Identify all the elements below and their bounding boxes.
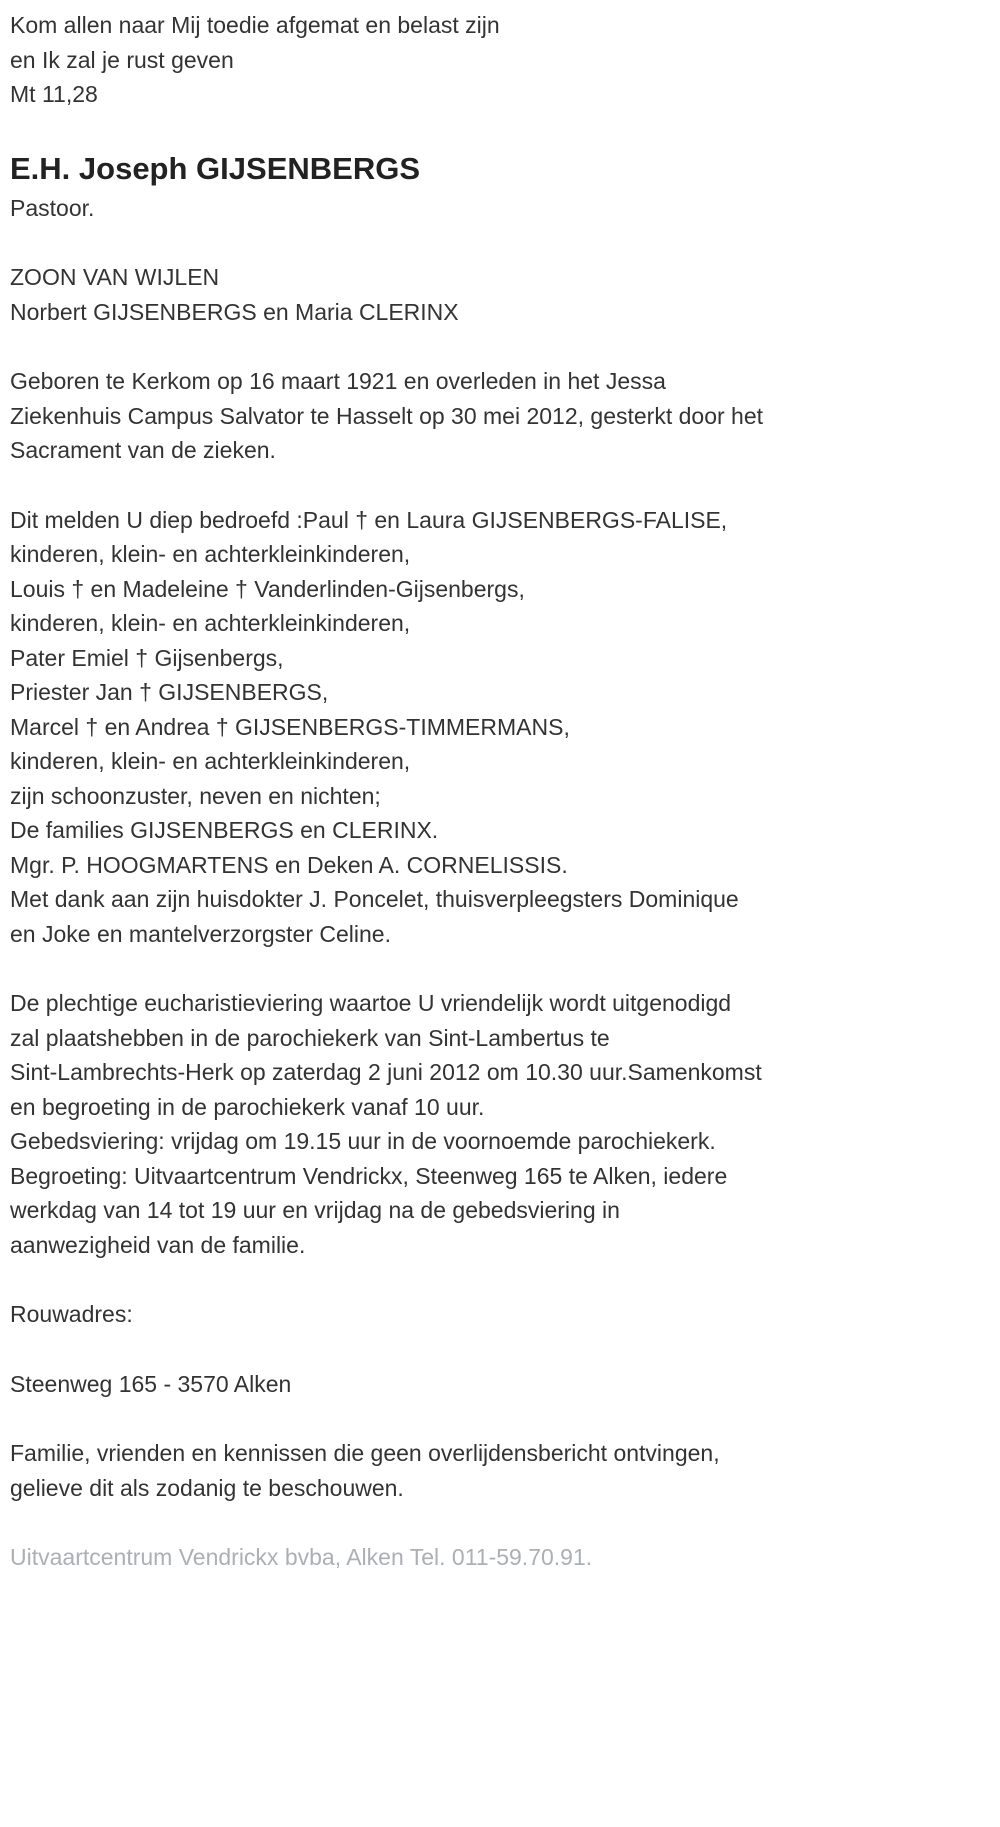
ceremony-line-6: Begroeting: Uitvaartcentrum Vendrickx, Steenweg 165 te Alken, iedere — [10, 1162, 728, 1189]
mourners-line-5: Pater Emiel † Gijsenbergs, — [10, 644, 284, 671]
lineage-line-1: ZOON VAN WIJLEN — [10, 264, 220, 290]
deceased-role: Pastoor. — [10, 194, 95, 221]
lineage — [10, 260, 988, 329]
lineage-line-2: Norbert GIJSENBERGS en Maria CLERINX — [10, 298, 459, 325]
ceremony-line-3: Sint-Lambrechts-Herk op zaterdag 2 juni 2012 om 10.30 uur.Samenkomst — [10, 1059, 762, 1085]
mourners-line-11: Mgr. P. HOOGMARTENS en Deken A. CORNELISSIS. — [10, 851, 568, 878]
address-value: Steenweg 165 - 3570 Alken — [10, 1370, 292, 1397]
address-label: Rouwadres: — [10, 1301, 133, 1327]
ceremony-details — [10, 986, 988, 1262]
notice-line-1: Familie, vrienden en kennissen die geen overlijdensbericht ontvingen, — [10, 1440, 720, 1466]
quote-line-1: Kom allen naar Mij toedie afgemat en belast zijn — [10, 12, 500, 38]
mourners-line-4: kinderen, klein- en achterkleinkinderen, — [10, 610, 411, 636]
mourners-line-7: Marcel † en Andrea † GIJSENBERGS-TIMMERMANS, — [10, 713, 570, 740]
birth-death-line-1: Geboren te Kerkom op 16 maart 1921 en overleden in het Jessa — [10, 368, 666, 394]
funeral-home-contact: Uitvaartcentrum Vendrickx bvba, Alken Tel. 011-59.70.91. — [10, 1544, 593, 1570]
deceased-header — [10, 147, 988, 226]
mourning-address — [10, 1367, 988, 1402]
birth-death-paragraph — [10, 364, 988, 468]
ceremony-line-4: en begroeting in de parochiekerk vanaf 10 uur. — [10, 1093, 485, 1120]
ceremony-line-2: zal plaatshebben in de parochiekerk van Sint-Lambertus te — [10, 1024, 610, 1051]
ceremony-line-7: werkdag van 14 tot 19 uur en vrijdag na de gebedsviering in — [10, 1197, 620, 1223]
mourners-line-9: zijn schoonzuster, neven en nichten; — [10, 782, 381, 809]
notice-line-2: gelieve dit als zodanig te beschouwen. — [10, 1474, 404, 1501]
ceremony-line-5: Gebedsviering: vrijdag om 19.15 uur in de voornoemde parochiekerk. — [10, 1128, 716, 1154]
mourners-line-10: De families GIJSENBERGS en CLERINX. — [10, 817, 439, 843]
mourners-line-8: kinderen, klein- en achterkleinkinderen, — [10, 748, 411, 774]
quote-line-2: en Ik zal je rust geven — [10, 46, 234, 73]
quote-reference: Mt 11,28 — [10, 81, 98, 107]
ceremony-line-8: aanwezigheid van de familie. — [10, 1231, 306, 1258]
mourners-line-3: Louis † en Madeleine † Vanderlinden-Gijsenbergs, — [10, 575, 525, 602]
mourners-line-13: en Joke en mantelverzorgster Celine. — [10, 920, 391, 947]
mourners-line-6: Priester Jan † GIJSENBERGS, — [10, 679, 329, 705]
scripture-quote — [10, 8, 988, 112]
birth-death-line-3: Sacrament van de zieken. — [10, 437, 276, 463]
deceased-name: E.H. Joseph GIJSENBERGS — [10, 150, 420, 186]
mourners-list — [10, 503, 988, 952]
birth-death-line-2: Ziekenhuis Campus Salvator te Hasselt op 30 mei 2012, gesterkt door het — [10, 402, 764, 429]
mourners-line-1: Dit melden U diep bedroefd :Paul † en Laura GIJSENBERGS-FALISE, — [10, 506, 728, 533]
footer-funeral-home — [10, 1540, 988, 1575]
mourners-line-12: Met dank aan zijn huisdokter J. Poncelet, thuisverpleegsters Dominique — [10, 886, 739, 912]
notice-paragraph — [10, 1436, 988, 1505]
mourning-address-label — [10, 1297, 988, 1332]
mourners-line-2: kinderen, klein- en achterkleinkinderen, — [10, 541, 411, 567]
ceremony-line-1: De plechtige eucharistieviering waartoe U vriendelijk wordt uitgenodigd — [10, 990, 732, 1016]
